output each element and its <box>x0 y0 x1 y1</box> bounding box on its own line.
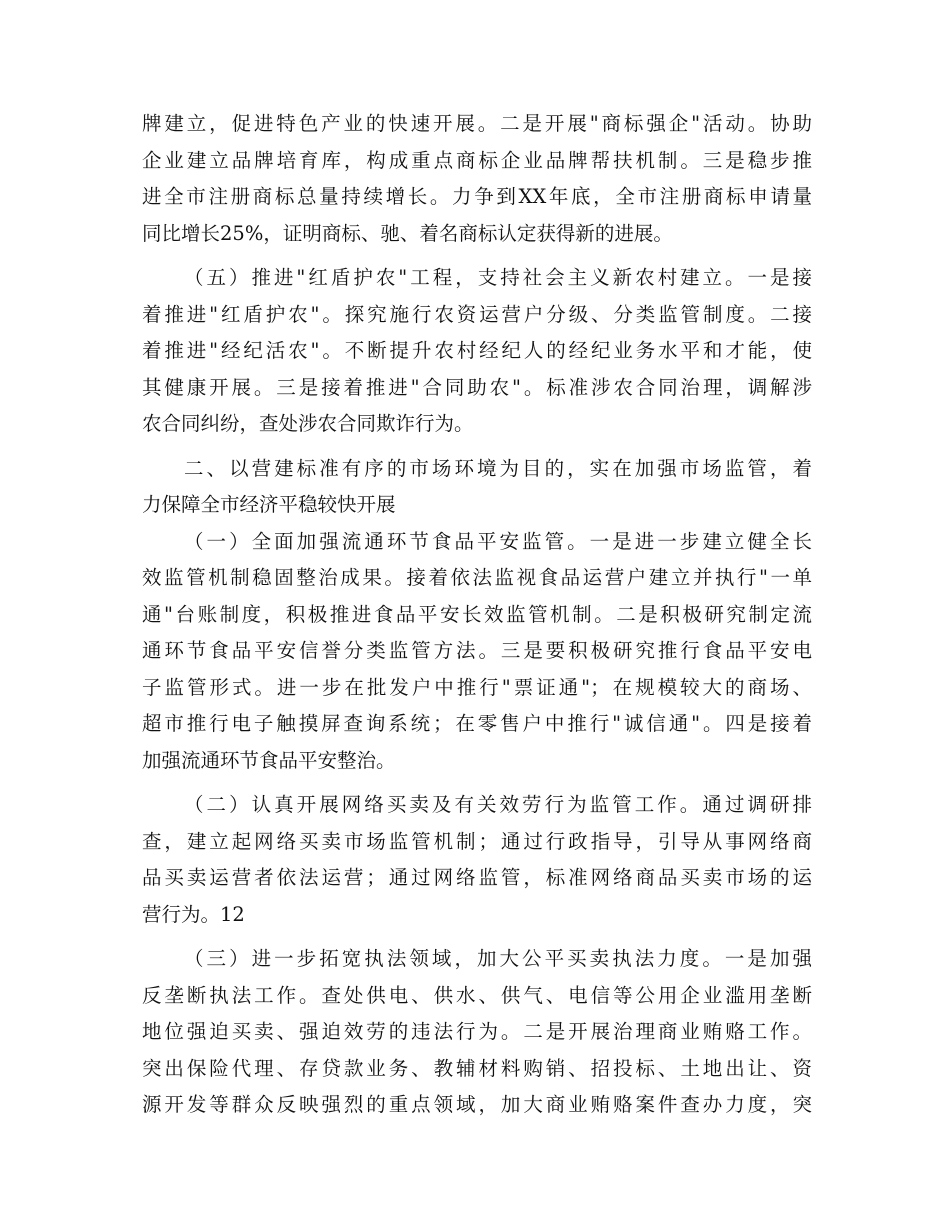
text-line: 反垄断执法工作。查处供电、供水、供气、电信等公用企业滥用垄断 <box>142 983 812 1007</box>
text-line: （二）认真开展网络买卖及有关效劳行为监管工作。通过调研排 <box>184 793 812 816</box>
text-line: 着推进"红盾护农"。探究施行农资运营户分级、分类监管制度。二接 <box>142 302 812 326</box>
text-line: 农合同纠纷，查处涉农合同欺诈行为。 <box>142 412 474 435</box>
section-heading: 二、以营建标准有序的市场环境为目的，实在加强市场监管，着 <box>184 456 812 480</box>
text-line: 超市推行电子触摸屏查询系统；在零售户中推行"诚信通"。四是接着 <box>142 712 812 735</box>
section-heading: 力保障全市经济平稳较快开展 <box>142 493 396 516</box>
text-line: （五）推进"红盾护农"工程，支持社会主义新农村建立。一是接 <box>184 266 812 289</box>
text-line: 企业建立品牌培育库，构成重点商标企业品牌帮扶机制。三是稳步推 <box>142 148 812 172</box>
text-line: 着推进"经纪活农"。不断提升农村经纪人的经纪业务水平和才能，使 <box>142 339 812 362</box>
text-line: 通"台账制度，积极推进食品平安长效监管机制。二是积极研究制定流 <box>142 602 812 626</box>
text-line: （一）全面加强流通环节食品平安监管。一是进一步建立健全长 <box>184 529 812 553</box>
text-line: 地位强迫买卖、强迫效劳的违法行为。二是开展治理商业贿赂工作。 <box>142 1020 812 1043</box>
text-line: 其健康开展。三是接着推进"合同助农"。标准涉农合同治理，调解涉 <box>142 375 812 399</box>
text-line: 品买卖运营者依法运营；通过网络监管，标准网络商品买卖市场的运 <box>142 866 812 889</box>
text-line: 效监管机制稳固整治成果。接着依法监视食品运营户建立并执行"一单 <box>142 566 812 589</box>
document-body <box>142 106 812 1124</box>
text-line: 查，建立起网络买卖市场监管机制；通过行政指导，引导从事网络商 <box>142 829 812 853</box>
text-line: 牌建立，促进特色产业的快速开展。二是开展"商标强企"活动。协助 <box>142 112 812 135</box>
text-line: 子监管形式。进一步在批发户中推行"票证通"；在规模较大的商场、 <box>142 675 812 699</box>
text-line: 通环节食品平安信誉分类监管方法。三是要积极研究推行食品平安电 <box>142 639 812 662</box>
text-line: （三）进一步拓宽执法领域，加大公平买卖执法力度。一是加强 <box>184 947 812 970</box>
text-line: 营行为。12 <box>142 902 245 926</box>
text-line: 源开发等群众反映强烈的重点领域，加大商业贿赂案件查办力度，突 <box>142 1093 812 1116</box>
text-line: 同比增长25%，证明商标、驰、着名商标认定获得新的进展。 <box>142 221 673 245</box>
text-line: 突出保险代理、存贷款业务、教辅材料购销、招投标、土地出让、资 <box>142 1056 812 1080</box>
text-line: 加强流通环节食品平安整治。 <box>142 748 396 772</box>
text-line: 进全市注册商标总量持续增长。力争到XX年底，全市注册商标申请量 <box>142 185 812 208</box>
